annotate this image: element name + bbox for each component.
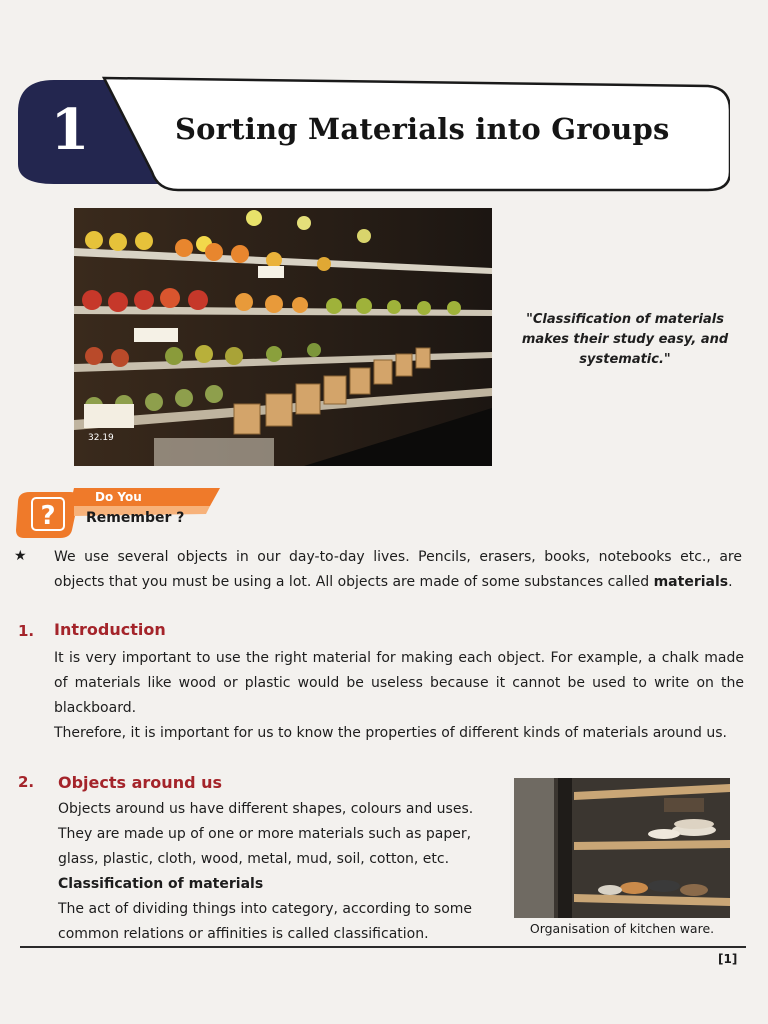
bullet-bold-term: materials [653, 574, 729, 590]
bullet-paragraph [54, 545, 742, 595]
do-you-label: Do You [95, 490, 142, 504]
chapter-title: Sorting Materials into Groups [175, 112, 670, 146]
section-number-2: 2. [18, 773, 35, 791]
footer-divider [20, 946, 746, 948]
classification-quote: "Classification of materials makes their study easy, and systematic." [521, 312, 729, 367]
svg-text:?: ? [40, 501, 56, 531]
kitchen-ware-caption: Organisation of kitchen ware. [529, 921, 715, 936]
chapter-number: 1 [50, 97, 90, 163]
section-heading-introduction: Introduction [54, 620, 166, 639]
kitchen-ware-photo [514, 778, 730, 918]
bullet-text: We use several objects in our day-to-day lives. Pencils, erasers, books, notebooks etc., are objects that you must be using a lot. All objects are made of some substances called [54, 549, 742, 590]
classification-paragraph: The act of dividing things into category, according to some common relations or affinities is called classification. [58, 901, 473, 942]
remember-label: Remember ? [86, 510, 185, 526]
section-number-1: 1. [18, 622, 35, 640]
bullet-end: . [728, 574, 733, 590]
supermarket-shelves-photo [74, 208, 492, 466]
star-bullet-icon: ★ [14, 548, 27, 564]
introduction-paragraph-2: Therefore, it is important for us to know the properties of different kinds of materials around us. [54, 725, 727, 741]
objects-around-us-text [58, 797, 508, 947]
introduction-paragraph-1: It is very important to use the right material for making each object. For example, a chalk made of materials like wood or plastic would be useless because it cannot be used to write on the blackboard. [54, 650, 744, 716]
section-heading-objects-around-us: Objects around us [58, 773, 223, 792]
objects-paragraph-1: Objects around us have different shapes, colours and uses. They are made up of one or more materials such as paper, glass, plastic, cloth, wood, metal, mud, soil, cotton, etc. [58, 801, 474, 867]
price-tag: 32.19 [88, 433, 114, 443]
shelves-illustration [74, 208, 492, 466]
kitchen-shelves-illustration [514, 778, 730, 918]
introduction-text [54, 646, 744, 746]
page-number: [1] [718, 952, 738, 966]
classification-subheading: Classification of materials [58, 876, 264, 892]
